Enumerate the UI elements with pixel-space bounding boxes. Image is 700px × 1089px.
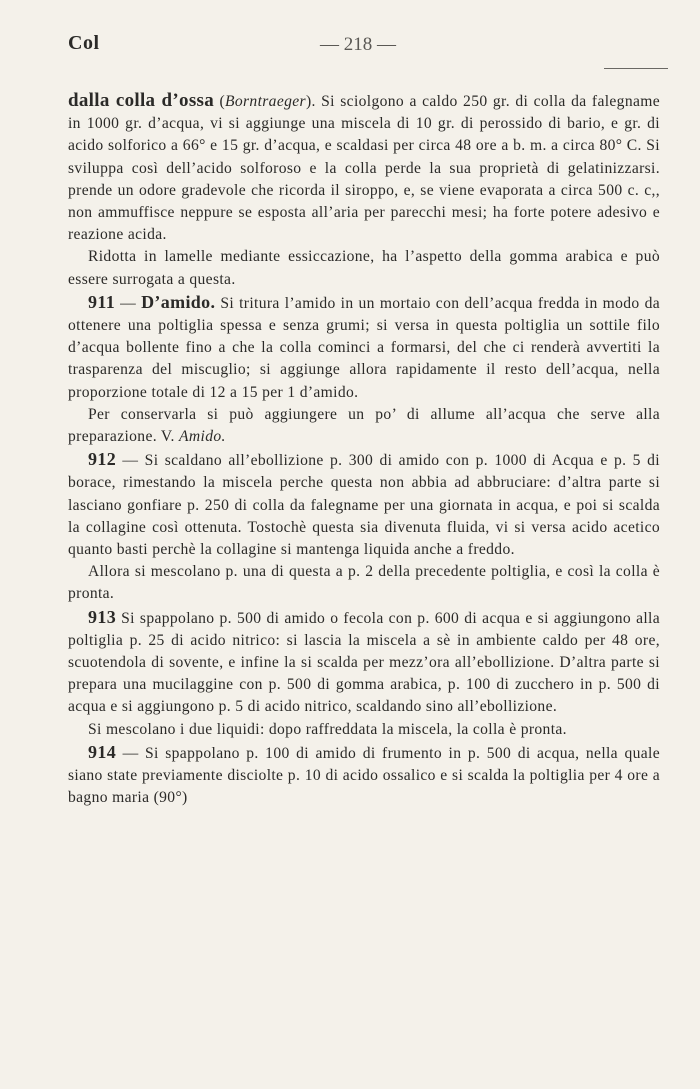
- paragraph-bone-glue: [68, 90, 660, 246]
- paragraph-text: Per conservarla si può aggiungere un po’ di allume all’acqua che serve alla preparazione. V.: [68, 405, 660, 446]
- lead-phrase: dalla colla d’ossa: [68, 90, 215, 111]
- paragraph-text: ). Si sciolgono a caldo 250 gr. di colla da falegname in 1000 gr. d’acqua, vi si aggiunge una miscela di 10 gr. di perossido di bario, e gr. di acido solforico a 66° e 15 gr. d’acqua, e scaldasi per circa 48 ore a b. m. a circa 80° C. Si sviluppa così dell’acido solforoso e la colla perde la sua proprietà di gelatinizzarsi. prende un odore gradevole che ricorda il siroppo, e, se viene evaporata a circa 500 c. c,, non ammuffisce neppure se esposta all’aria per parecchi mesi; ha forte potere adesivo e reazione acida.: [68, 93, 660, 244]
- paragraph-lamelle: Ridotta in lamelle mediante essiccazione, ha l’aspetto della gomma arabica e può essere surrogata a questa.: [68, 248, 660, 288]
- author-open-paren: (: [214, 93, 225, 110]
- cross-reference: Amido.: [179, 428, 226, 446]
- entry-914: [68, 741, 660, 810]
- entry-text: — Si scaldano all’ebollizione p. 300 di amido con p. 1000 di Acqua e p. 5 di borace, rimestando la miscela perche questa non abbia ad abbruciare: d’altra parte si lasciano gonfiare p. 250 di colla da falegname per una giornata in acqua, e poi si scalda la collagine così ottenuta. Tostochè questa sia divenuta fluida, vi si versa acido acetico quanto basti perchè la collagine si mantenga liquida anche a freddo.: [68, 452, 660, 559]
- entry-text: Si tritura l’amido in un mortaio con dell’acqua fredda in modo da ottenere una poltiglia spessa e senza grumi; si versa in questa poltiglia un sottile filo d’acqua bollente fino a che la colla cominci a formarsi, del che ci renderà avvertiti la trasparenza del miscuglio; si aggiunge allora rapidamente il resto dell’acqua, nella proporzione totale di 12 a 15 per 1 d’amido.: [68, 294, 660, 401]
- running-head: Col: [68, 32, 100, 54]
- page-header: [68, 30, 660, 66]
- author-name: Borntraeger: [224, 93, 306, 110]
- entry-912: [68, 448, 660, 561]
- paragraph-two-liquids: Si mescolano i due liquidi: dopo raffreddata la miscela, la colla è pronta.: [88, 720, 567, 738]
- entry-number: 912: [88, 449, 117, 470]
- paragraph-mixing: Allora si mescolano p. una di questa a p. 2 della precedente poltiglia, e così la colla è pronta.: [68, 563, 660, 603]
- entry-text: Si spappolano p. 500 di amido o fecola con p. 600 di acqua e si aggiungono alla poltiglia p. 25 di acido nitrico: si lascia la miscela a sè in ambiente caldo per 48 ore, scuotendola di sovente, e infine la si scalda per mezz’ora all’ebollizione. D’altra parte si prepara una mucilaggine con p. 500 di gomma arabica, p. 100 di zucchero in p. 500 di acqua e si aggiungono p. 5 di acido nitrico, scaldando sino all’ebollizione.: [68, 609, 660, 716]
- entry-dash: —: [115, 294, 142, 312]
- entry-title: D’amido.: [141, 291, 216, 312]
- paragraph-conservation: [68, 404, 660, 448]
- page-body: [68, 90, 660, 810]
- header-rule: [604, 68, 668, 69]
- book-page: [68, 30, 660, 810]
- entry-text: — Si spappolano p. 100 di amido di frumento in p. 500 di acqua, nella quale siano state previamente disciolte p. 10 di acido ossalico e si scalda la poltiglia per 4 ore a bagno maria (90°): [68, 744, 660, 807]
- entry-number: 914: [88, 741, 117, 762]
- entry-911: [68, 291, 660, 404]
- entry-number: 911: [88, 291, 116, 312]
- entry-number: 913: [88, 606, 117, 627]
- page-number: — 218 —: [320, 34, 396, 55]
- entry-913: [68, 606, 660, 719]
